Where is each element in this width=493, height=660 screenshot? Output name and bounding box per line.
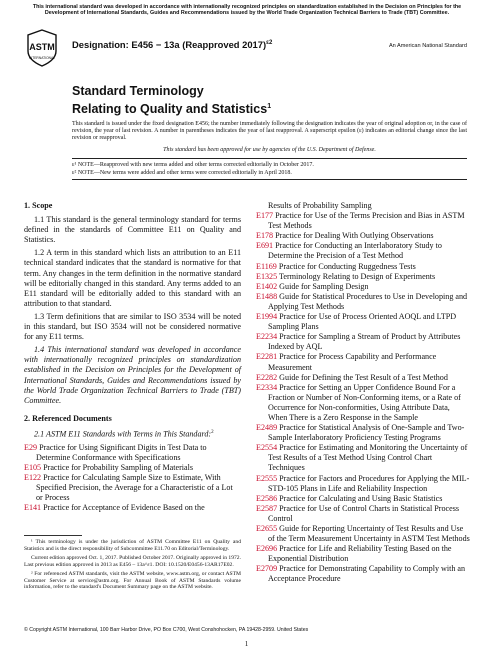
reference-code-link[interactable]: E178: [256, 231, 274, 241]
reference-code-link[interactable]: E2334: [256, 382, 278, 392]
reference-code-link[interactable]: E29: [24, 442, 38, 452]
scope-1-4: 1.4 This international standard was developed in accordance with internationally recognized principles on standardization established in the Decision on Principles for the Development of International Standards, Guides and Recommendations issued by the World Trade Organization Technical Barriers to Trade (TBT) Committee.: [24, 345, 241, 405]
reference-code-link[interactable]: E2655: [256, 524, 278, 533]
reference-item: [24, 503, 241, 513]
reference-code-link[interactable]: E1325: [256, 271, 278, 281]
dod-approval: This standard has been approved for use by agencies of the U.S. Department of Defense.: [163, 147, 376, 153]
reference-title: Practice for Calculating Sample Size to Estimate, With Specified Precision, the Average for a Characteristic of a Lot or Process: [36, 472, 233, 503]
reference-item: [24, 463, 241, 473]
reference-title: Practice for Conducting Ruggedness Tests: [278, 261, 416, 271]
reference-code-link[interactable]: E2554: [256, 443, 278, 453]
svg-text:ASTM: ASTM: [29, 42, 55, 52]
footnote-rule: [24, 535, 82, 536]
astm-logo: [26, 29, 58, 67]
scope-heading: 1. Scope: [24, 201, 53, 210]
reference-item: [256, 383, 470, 423]
reference-item: [256, 211, 470, 231]
title-footnote-marker: 1: [267, 103, 272, 110]
reference-code-link[interactable]: E2555: [256, 473, 278, 483]
reference-title: Guide for Statistical Procedures to Use in Developing and Applying Test Methods: [268, 291, 468, 311]
reference-code-link[interactable]: E1402: [256, 281, 278, 291]
reference-item: [256, 272, 470, 282]
references-intro-sup: 2: [211, 429, 214, 435]
reference-title: Practice for Using Significant Digits in Test Data to Determine Conformance with Specifications: [36, 442, 207, 462]
reference-code-link[interactable]: E1488: [256, 291, 278, 301]
reference-continuation: Results of Probability Sampling: [268, 201, 372, 210]
reference-item: [256, 544, 470, 564]
reference-title: Practice for Life and Reliability Testing Based on the Exponential Distribution: [268, 544, 452, 564]
reference-item: [256, 373, 470, 383]
reference-title: Practice for Statistical Analysis of One-Sample and Two-Sample Interlaboratory Proficiency Testing Programs: [268, 423, 465, 443]
footnotes: [24, 539, 241, 593]
reference-title: Practice for Use of the Terms Precision and Bias in ASTM Test Methods: [268, 211, 465, 231]
ans-label: An American National Standard: [388, 43, 467, 49]
issuance-statement: This standard is issued under the fixed designation E456; the number immediately following the designation indicates the year of original adoption or, in the case of revision, the year of last revision. A number in parentheses indicates the year of last reapproval. A superscript epsilon (ε) indicates an editorial change since the last revision or reapproval.: [72, 121, 467, 142]
reference-title: Practice for Acceptance of Evidence Based on the: [43, 503, 205, 513]
scope-1-3: 1.3 Term definitions that are similar to ISO 3534 will be noted in this standard, but ISO 3534 will not be considered normative for any E11 terms.: [24, 311, 241, 342]
editorial-note-1: ε¹ NOTE—Reapproved with new terms added and other terms corrected editorially in October 2017.: [72, 162, 314, 168]
title-line-1: Standard Terminology: [72, 84, 204, 98]
reference-item: [24, 443, 241, 463]
reference-item: [256, 494, 470, 504]
reference-item: [256, 241, 470, 261]
reference-code-link[interactable]: E2587: [256, 503, 278, 513]
left-reference-list: [24, 443, 241, 514]
document-title: [72, 84, 271, 117]
references-intro-text: 2.1 ASTM E11 Standards with Terms in This Standard:: [34, 429, 212, 439]
right-reference-list: [256, 211, 470, 584]
references-intro: [24, 428, 241, 440]
reference-title: Practice for Use of Process Oriented AOQL and LTPD Sampling Plans: [268, 312, 457, 332]
reference-code-link[interactable]: E1994: [256, 312, 278, 322]
reference-code-link[interactable]: E2281: [256, 352, 278, 362]
reference-title: Practice for Estimating and Monitoring the Uncertainty of Test Results of a Test Method Using Control Chart Techniques: [268, 443, 468, 473]
reference-item: [256, 262, 470, 272]
reference-title: Practice for Sampling a Stream of Product by Attributes Indexed by AQL: [268, 332, 461, 352]
editorial-notes: [72, 161, 467, 177]
footnote-2: ² For referenced ASTM standards, visit the ASTM website, www.astm.org, or contact ASTM Customer Service at service@astm.org. For Annual Book of ASTM Standards volume information, refer to the standard's Document Summary page on the ASTM website.: [24, 570, 241, 591]
reference-code-link[interactable]: E2282: [256, 372, 278, 382]
reference-code-link[interactable]: E2696: [256, 544, 278, 554]
left-column: [24, 201, 241, 513]
references-heading: 2. Referenced Documents: [24, 413, 112, 423]
reference-item: [256, 524, 470, 544]
reference-code-link[interactable]: E105: [24, 462, 42, 472]
reference-title: Practice for Probability Sampling of Materials: [43, 462, 194, 472]
title-line-2-text: Relating to Quality and Statistics: [72, 102, 268, 117]
reference-title: Terminology Relating to Design of Experiments: [279, 271, 436, 281]
reference-title: Practice for Setting an Upper Confidence Bound For a Fraction or Number of Non-Conforming items, or a Rate of Occurrence for Non-conformities, Using Attribute Data, When There is a Zero Response in the Sample: [268, 382, 461, 422]
reference-title: Practice for Calculating and Using Basic Statistics: [279, 493, 443, 503]
reference-title: Practice for Process Capability and Performance Measurement: [268, 352, 437, 372]
reference-code-link[interactable]: E141: [24, 503, 42, 513]
reference-code-link[interactable]: E2586: [256, 493, 278, 503]
page-number: 1: [244, 640, 249, 648]
reference-code-link[interactable]: E691: [256, 241, 274, 251]
designation-sup: ε2: [266, 39, 273, 46]
reference-item: [256, 352, 470, 372]
reference-title: Guide for Reporting Uncertainty of Test Results and Use of the Term Measurement Uncertainty in ASTM Test Methods: [268, 524, 470, 544]
reference-item: [256, 504, 470, 524]
reference-item: [256, 292, 470, 312]
reference-code-link[interactable]: E2709: [256, 564, 278, 574]
scope-1-2: 1.2 A term in this standard which lists an attribution to an E11 technical standard indicates that the standard is normative for that term. Any changes in the term definition in the normative standard will be editorially changed in this standard. Any terms added to an E11 standard will be editorially added to this standard with an attribution to that standard.: [24, 248, 241, 308]
designation: [72, 39, 272, 50]
right-column: [256, 201, 470, 585]
reference-title: Practice for Factors and Procedures for Applying the MIL-STD-105 Plans in Life and Reliability Inspection: [268, 473, 470, 493]
footnote-1: ¹ This terminology is under the jurisdiction of ASTM Committee E11 on Quality and Statistics and is the direct responsibility of Subcommittee E11.70 on Editorial/Terminology.: [24, 539, 241, 552]
top-notice: This international standard was developed in accordance with internationally recognized principles on standardization established in the Decision on Principles for the Development of International Standards, Guides and Recommendations issued by the World Trade Organization Technical Barriers to Trade (TBT) Committee.: [32, 4, 462, 17]
reference-code-link[interactable]: E2234: [256, 332, 278, 342]
footnote-1b: Current edition approved Oct. 1, 2017. Published October 2017. Originally approved in 1972. Last previous edition approved in 2013 as E456 – 13a^ε1. DOI: 10.1520/E0456-13AR17E02.: [24, 554, 241, 568]
reference-item: [256, 282, 470, 292]
notes-rule-bottom: [72, 179, 467, 180]
reference-item: [256, 423, 470, 443]
svg-text:INTERNATIONAL: INTERNATIONAL: [28, 56, 56, 60]
reference-item: [256, 474, 470, 494]
reference-title: Practice for Dealing With Outlying Observations: [275, 231, 434, 241]
reference-code-link[interactable]: E1169: [256, 261, 277, 271]
reference-code-link[interactable]: E2489: [256, 423, 278, 433]
reference-item: [256, 564, 470, 584]
copyright: © Copyright ASTM International, 100 Barr Harbor Drive, PO Box C700, West Conshohocken, PA 19428-2959. United States: [24, 627, 309, 633]
reference-title: Practice for Conducting an Interlaboratory Study to Determine the Precision of a Test Method: [268, 241, 442, 261]
reference-item: [256, 231, 470, 241]
reference-title: Practice for Demonstrating Capability to Comply with an Acceptance Procedure: [268, 564, 466, 584]
scope-1-1: 1.1 This standard is the general terminology standard for terms defined in the standards of Committee E11 on Quality and Statistics.: [24, 215, 241, 245]
reference-code-link[interactable]: E122: [24, 472, 42, 482]
title-line-2: [72, 99, 271, 117]
reference-title: Guide for Defining the Test Result of a Test Method: [279, 372, 448, 382]
editorial-note-2: ε² NOTE—New terms were added and other terms were corrected editorially in April 2018.: [72, 170, 292, 176]
reference-item: [256, 443, 470, 473]
reference-item: [256, 312, 470, 332]
reference-title: Practice for Use of Control Charts in Statistical Process Control: [268, 503, 459, 523]
reference-item: [24, 473, 241, 503]
designation-text: Designation: E456 − 13a (Reapproved 2017): [72, 39, 267, 50]
reference-code-link[interactable]: E177: [256, 211, 274, 221]
reference-item: [256, 332, 470, 352]
reference-title: Guide for Sampling Design: [279, 281, 369, 291]
notes-rule-top: [72, 158, 467, 159]
